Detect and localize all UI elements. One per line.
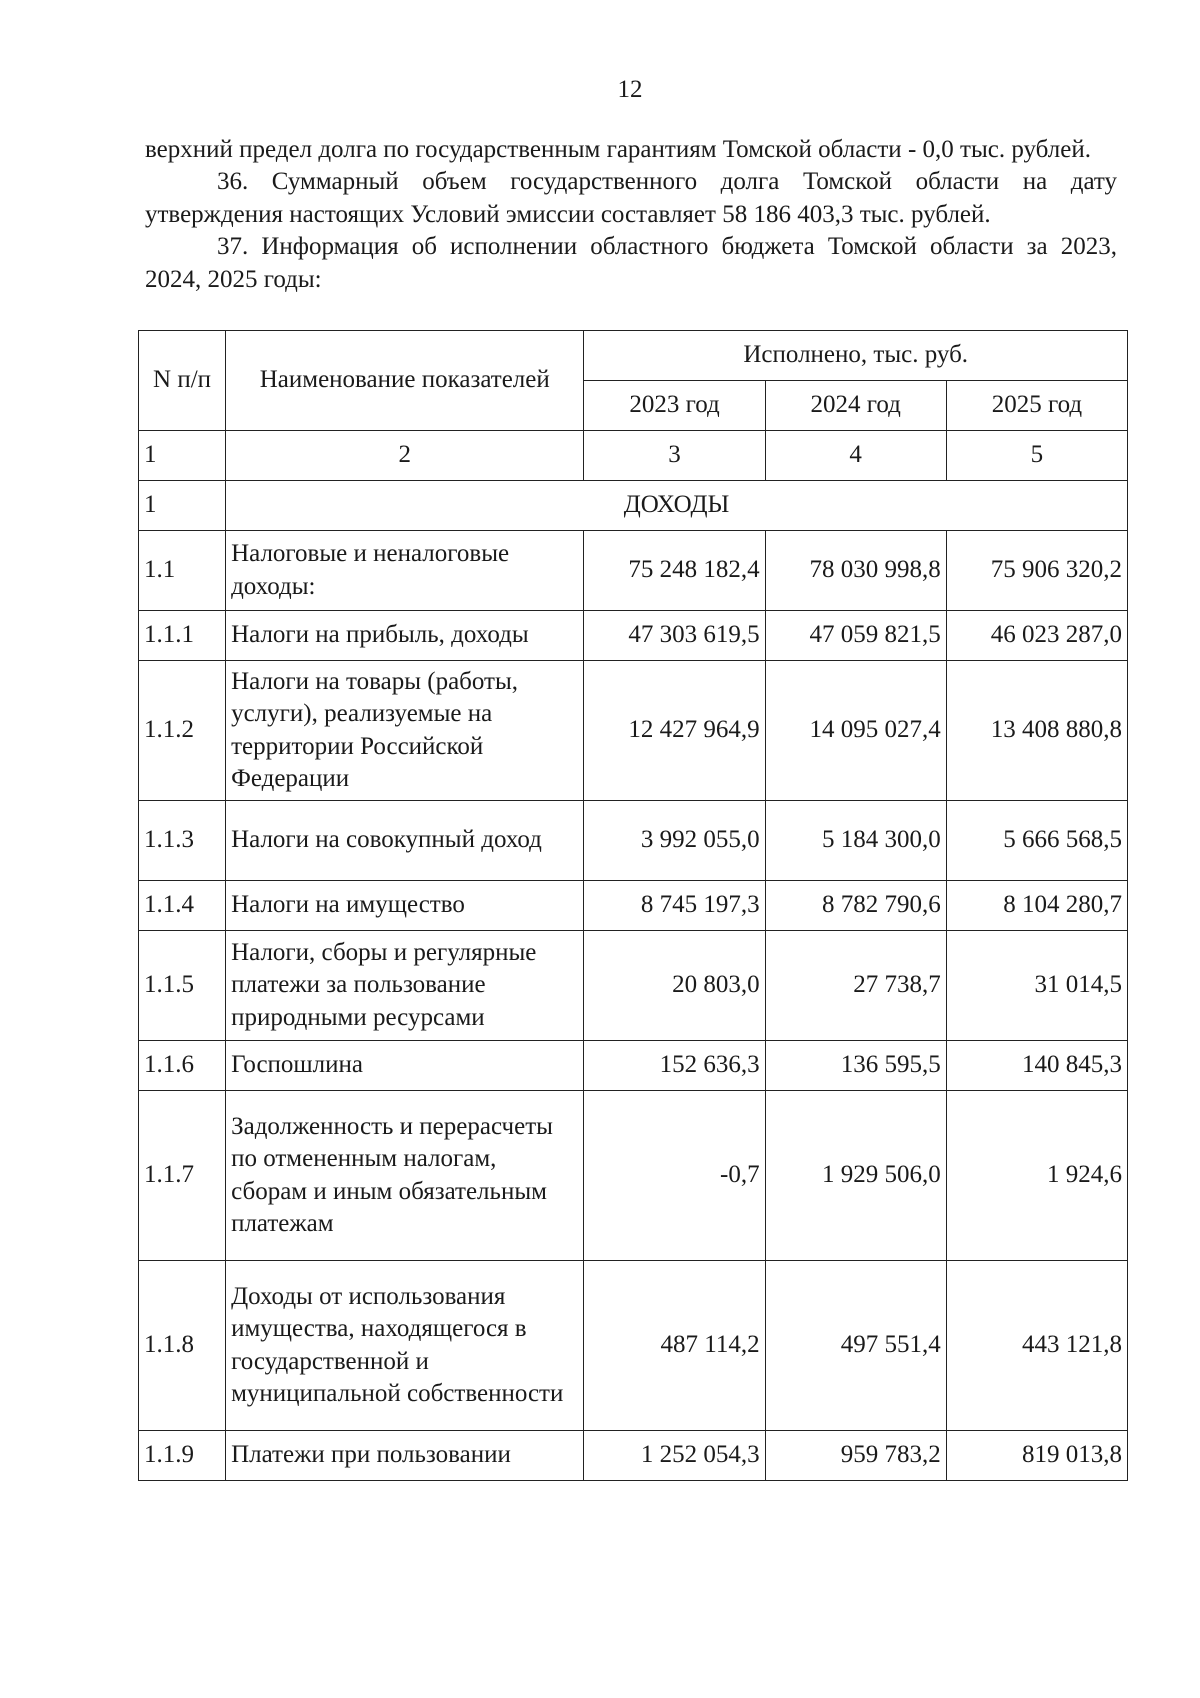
row-name: Налоговые и неналоговые доходы:	[226, 531, 584, 611]
row-value-2023: 487 114,2	[584, 1261, 765, 1431]
table-row	[139, 801, 1128, 881]
row-num: 1.1.3	[139, 801, 226, 881]
row-value-2023: 75 248 182,4	[584, 531, 765, 611]
header-year-2024: 2024 год	[765, 381, 946, 431]
index-row	[139, 431, 1128, 481]
row-value-2024: 8 782 790,6	[765, 881, 946, 931]
row-value-2023: 47 303 619,5	[584, 611, 765, 661]
header-year-2023: 2023 год	[584, 381, 765, 431]
row-value-2025: 1 924,6	[946, 1091, 1127, 1261]
row-value-2024: 136 595,5	[765, 1041, 946, 1091]
header-name: Наименование показателей	[226, 331, 584, 431]
row-value-2023: -0,7	[584, 1091, 765, 1261]
row-name: Налоги на товары (работы, услуги), реализуемые на территории Российской Федерации	[226, 661, 584, 801]
row-name: Налоги на имущество	[226, 881, 584, 931]
row-value-2025: 819 013,8	[946, 1431, 1127, 1481]
page-number: 12	[617, 76, 643, 103]
row-value-2024: 1 929 506,0	[765, 1091, 946, 1261]
row-name: Госпошлина	[226, 1041, 584, 1091]
table-row	[139, 531, 1128, 611]
table-row	[139, 931, 1128, 1041]
paragraph-37: 37. Информация об исполнении областного бюджета Томской области за 2023, 2024, 2025 годы:	[145, 233, 1117, 293]
index-cell-2: 2	[226, 431, 584, 481]
row-value-2023: 8 745 197,3	[584, 881, 765, 931]
section-row-income	[139, 481, 1128, 531]
row-num: 1.1.5	[139, 931, 226, 1041]
header-num: N п/п	[139, 331, 226, 431]
row-value-2024: 959 783,2	[765, 1431, 946, 1481]
row-value-2024: 27 738,7	[765, 931, 946, 1041]
row-num: 1.1.1	[139, 611, 226, 661]
row-num: 1.1.8	[139, 1261, 226, 1431]
row-value-2025: 140 845,3	[946, 1041, 1127, 1091]
row-value-2025: 443 121,8	[946, 1261, 1127, 1431]
header-executed: Исполнено, тыс. руб.	[584, 331, 1128, 381]
row-name: Задолженность и перерасчеты по отмененным налогам, сборам и иным обязательным платежам	[226, 1091, 584, 1261]
row-value-2024: 497 551,4	[765, 1261, 946, 1431]
row-name: Доходы от использования имущества, находящегося в государственной и муниципальной собственности	[226, 1261, 584, 1431]
row-value-2023: 152 636,3	[584, 1041, 765, 1091]
row-num: 1.1.2	[139, 661, 226, 801]
row-name: Налоги на прибыль, доходы	[226, 611, 584, 661]
row-value-2023: 1 252 054,3	[584, 1431, 765, 1481]
row-value-2024: 47 059 821,5	[765, 611, 946, 661]
row-num: 1.1	[139, 531, 226, 611]
header-row-1	[139, 331, 1128, 381]
row-value-2023: 3 992 055,0	[584, 801, 765, 881]
row-value-2025: 75 906 320,2	[946, 531, 1127, 611]
row-num: 1.1.7	[139, 1091, 226, 1261]
table-row	[139, 1041, 1128, 1091]
row-value-2025: 8 104 280,7	[946, 881, 1127, 931]
row-value-2025: 5 666 568,5	[946, 801, 1127, 881]
index-cell-5: 5	[946, 431, 1127, 481]
row-value-2024: 78 030 998,8	[765, 531, 946, 611]
table-row	[139, 1261, 1128, 1431]
index-cell-4: 4	[765, 431, 946, 481]
row-value-2023: 20 803,0	[584, 931, 765, 1041]
table-row	[139, 1431, 1128, 1481]
row-num: 1.1.6	[139, 1041, 226, 1091]
row-value-2023: 12 427 964,9	[584, 661, 765, 801]
row-name: Налоги, сборы и регулярные платежи за пользование природными ресурсами	[226, 931, 584, 1041]
row-value-2024: 5 184 300,0	[765, 801, 946, 881]
index-cell-3: 3	[584, 431, 765, 481]
row-value-2024: 14 095 027,4	[765, 661, 946, 801]
row-name: Платежи при пользовании	[226, 1431, 584, 1481]
table-row	[139, 1091, 1128, 1261]
index-cell-1: 1	[139, 431, 226, 481]
table-row	[139, 611, 1128, 661]
row-value-2025: 13 408 880,8	[946, 661, 1127, 801]
body-text	[145, 134, 1117, 296]
row-num: 1.1.4	[139, 881, 226, 931]
table-row	[139, 881, 1128, 931]
header-year-2025: 2025 год	[946, 381, 1127, 431]
table-row	[139, 661, 1128, 801]
budget-table	[138, 330, 1128, 1481]
section-num: 1	[139, 481, 226, 531]
paragraph-36: 36. Суммарный объем государственного долга Томской области на дату утверждения настоящих Условий эмиссии составляет 58 186 403,3 тыс. рублей.	[145, 168, 1117, 228]
row-name: Налоги на совокупный доход	[226, 801, 584, 881]
section-title: ДОХОДЫ	[226, 481, 1128, 531]
row-value-2025: 31 014,5	[946, 931, 1127, 1041]
row-num: 1.1.9	[139, 1431, 226, 1481]
row-value-2025: 46 023 287,0	[946, 611, 1127, 661]
paragraph-guarantee-limit: верхний предел долга по государственным гарантиям Томской области - 0,0 тыс. рублей.	[145, 136, 1091, 163]
